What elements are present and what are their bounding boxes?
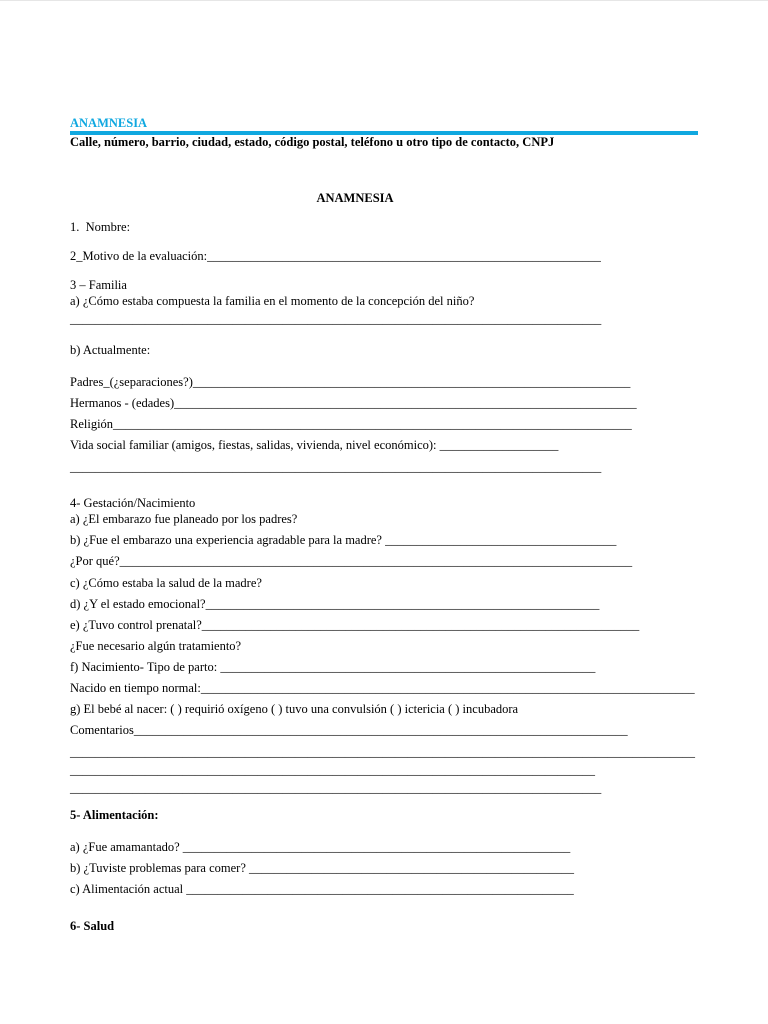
question-nacido-tiempo: Nacido en tiempo normal:_______________________________________________________________________________	[70, 681, 695, 695]
answer-blank-line: _____________________________________________________________________________________	[70, 312, 602, 326]
question-nombre: 1. Nombre:	[70, 220, 131, 234]
header-address: Calle, número, barrio, ciudad, estado, código postal, teléfono u otro tipo de contacto, CNPJ	[70, 135, 555, 149]
section-alimentacion: 5- Alimentación:	[70, 808, 159, 822]
question-alimentacion-actual: c) Alimentación actual ______________________________________________________________	[70, 882, 574, 896]
document-title: ANAMNESIA	[316, 191, 394, 205]
question-por-que: ¿Por qué?__________________________________________________________________________________	[70, 554, 633, 568]
answer-blank-line: _____________________________________________________________________________________	[70, 781, 602, 795]
question-salud-madre: c) ¿Cómo estaba la salud de la madre?	[70, 576, 262, 590]
section-salud: 6- Salud	[70, 919, 115, 933]
header-title: ANAMNESIA	[70, 116, 148, 130]
question-religion: Religión___________________________________________________________________________________	[70, 417, 632, 431]
question-actualmente: b) Actualmente:	[70, 343, 151, 357]
section-gestacion: 4- Gestación/Nacimiento	[70, 496, 196, 510]
question-estado-emocional: d) ¿Y el estado emocional?_______________________________________________________________	[70, 597, 600, 611]
question-comentarios: Comentarios_______________________________________________________________________________	[70, 723, 628, 737]
answer-blank-line: _____________________________________________________________________________________	[70, 460, 602, 474]
question-control-prenatal: e) ¿Tuvo control prenatal?______________________________________________________________________	[70, 618, 640, 632]
question-familia-composicion: a) ¿Cómo estaba compuesta la familia en el momento de la concepción del niño?	[70, 294, 475, 308]
section-familia: 3 – Familia	[70, 278, 127, 292]
answer-blank-line: ____________________________________________________________________________________	[70, 763, 595, 777]
question-hermanos: Hermanos - (edades)__________________________________________________________________________	[70, 396, 637, 410]
question-bebe-al-nacer: g) El bebé al nacer: ( ) requirió oxígeno ( ) tuvo una convulsión ( ) ictericia ( ) incubadora	[70, 702, 519, 716]
question-vida-social: Vida social familiar (amigos, fiestas, salidas, vivienda, nivel económico): ___________________	[70, 438, 559, 452]
question-embarazo-planeado: a) ¿El embarazo fue planeado por los padres?	[70, 512, 298, 526]
question-tratamiento: ¿Fue necesario algún tratamiento?	[70, 639, 242, 653]
question-padres: Padres_(¿separaciones?)______________________________________________________________________	[70, 375, 631, 389]
question-motivo: 2_Motivo de la evaluación:_______________________________________________________________	[70, 249, 601, 263]
question-embarazo-agradable: b) ¿Fue el embarazo una experiencia agradable para la madre? _____________________________________	[70, 533, 617, 547]
question-amamantado: a) ¿Fue amamantado? ______________________________________________________________	[70, 840, 571, 854]
answer-blank-line: ____________________________________________________________________________________________________	[70, 745, 695, 759]
question-problemas-comer: b) ¿Tuviste problemas para comer? ____________________________________________________	[70, 861, 574, 875]
top-border	[0, 0, 768, 1]
question-tipo-parto: f) Nacimiento- Tipo de parto: ____________________________________________________________	[70, 660, 596, 674]
